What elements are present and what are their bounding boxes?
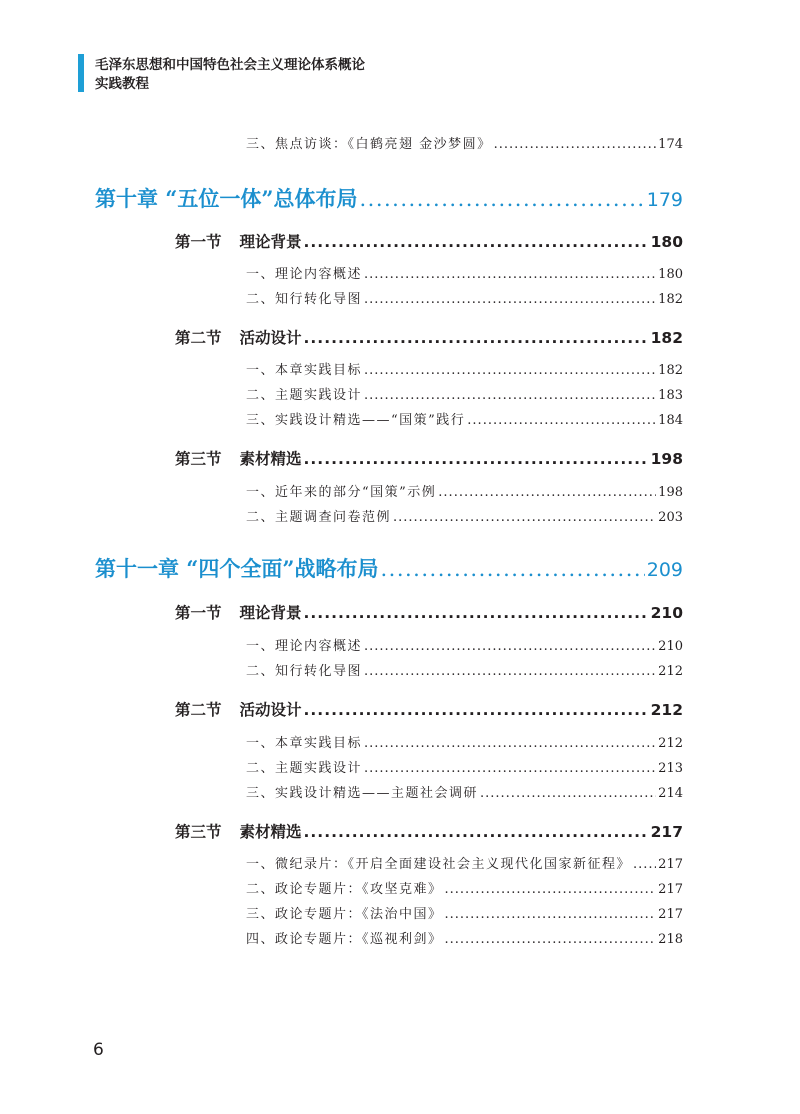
leader-dots <box>445 932 657 947</box>
leader-dots <box>364 639 656 654</box>
leader-dots <box>633 857 656 872</box>
leader-dots <box>364 292 656 307</box>
toc-entry-label: 一、理论内容概述 <box>246 267 363 282</box>
toc-entry-label: 二、主题实践设计 <box>246 388 363 403</box>
toc-entry-page: 217 <box>658 882 683 897</box>
toc-entry[interactable] <box>246 506 683 525</box>
header-accent-bar <box>78 54 84 92</box>
toc-entry[interactable] <box>246 782 683 801</box>
toc-chapter[interactable] <box>95 553 683 583</box>
leader-dots <box>304 604 649 622</box>
toc-entry[interactable] <box>246 133 683 152</box>
leader-dots <box>304 823 649 841</box>
toc-entry-page: 213 <box>658 761 683 776</box>
toc-entry-label: 二、知行转化导图 <box>246 292 363 307</box>
leader-dots <box>445 907 657 922</box>
toc-entry-page: 183 <box>658 388 683 403</box>
toc-entry-label: 二、知行转化导图 <box>246 664 363 679</box>
leader-dots <box>359 187 644 211</box>
toc-entry[interactable] <box>246 288 683 307</box>
leader-dots <box>364 736 656 751</box>
running-header <box>95 56 365 94</box>
leader-dots <box>445 882 657 897</box>
section-page: 212 <box>650 701 683 719</box>
toc-entry-page: 212 <box>658 664 683 679</box>
toc-section[interactable] <box>175 230 683 252</box>
toc-entry[interactable] <box>246 409 683 428</box>
book-title-line1: 毛泽东思想和中国特色社会主义理论体系概论 <box>95 57 365 73</box>
leader-dots <box>438 485 656 500</box>
toc-section[interactable] <box>175 447 683 469</box>
section-page: 217 <box>650 823 683 841</box>
toc-entry-label: 三、政论专题片：《法治中国》 <box>246 907 443 922</box>
toc-entry-label: 一、本章实践目标 <box>246 363 363 378</box>
section-page: 180 <box>650 233 683 251</box>
leader-dots <box>364 761 656 776</box>
leader-dots <box>467 413 656 428</box>
toc-entry-page: 184 <box>658 413 683 428</box>
toc-entry-label: 一、近年来的部分“国策”示例 <box>246 485 437 500</box>
chapter-page: 179 <box>646 189 683 211</box>
toc-chapter[interactable] <box>95 183 683 213</box>
toc-entry-label: 一、微纪录片：《开启全面建设社会主义现代化国家新征程》 <box>246 857 632 872</box>
leader-dots <box>480 786 656 801</box>
leader-dots <box>304 233 649 251</box>
toc-entry-page: 212 <box>658 736 683 751</box>
toc-section[interactable] <box>175 698 683 720</box>
toc-entry-page: 214 <box>658 786 683 801</box>
toc-section[interactable] <box>175 601 683 623</box>
toc-entry-label: 四、政论专题片：《巡视利剑》 <box>246 932 443 947</box>
toc-entry-page: 203 <box>658 510 683 525</box>
leader-dots <box>364 363 656 378</box>
toc-entry-label: 二、主题实践设计 <box>246 761 363 776</box>
toc-entry[interactable] <box>246 878 683 897</box>
toc-section[interactable] <box>175 820 683 842</box>
section-title: 理论背景 <box>239 604 302 622</box>
toc-entry-label: 二、主题调查问卷范例 <box>246 510 392 525</box>
section-page: 210 <box>650 604 683 622</box>
toc-entry-page: 210 <box>658 639 683 654</box>
leader-dots <box>364 267 656 282</box>
toc-entry-label: 一、理论内容概述 <box>246 639 363 654</box>
leader-dots <box>364 388 656 403</box>
toc-entry[interactable] <box>246 384 683 403</box>
leader-dots <box>304 450 649 468</box>
chapter-page: 209 <box>646 559 683 581</box>
toc-entry[interactable] <box>246 928 683 947</box>
leader-dots <box>304 701 649 719</box>
section-number: 第一节 <box>175 604 222 622</box>
leader-dots <box>494 137 657 152</box>
toc-entry-page: 218 <box>658 932 683 947</box>
leader-dots <box>380 557 644 581</box>
book-title-line2: 实践教程 <box>95 76 149 92</box>
toc-entry-page: 217 <box>658 907 683 922</box>
toc-entry-page: 198 <box>658 485 683 500</box>
toc-entry[interactable] <box>246 853 683 872</box>
section-title: 素材精选 <box>239 823 302 841</box>
toc-entry[interactable] <box>246 263 683 282</box>
section-title: 活动设计 <box>239 329 302 347</box>
section-number: 第二节 <box>175 329 222 347</box>
toc-entry-label: 三、焦点访谈：《白鹤亮翅 金沙梦圆》 <box>246 137 492 152</box>
chapter-title: 第十章 “五位一体”总体布局 <box>95 186 358 211</box>
section-title: 活动设计 <box>239 701 302 719</box>
section-page: 198 <box>650 450 683 468</box>
toc-entry-page: 180 <box>658 267 683 282</box>
toc-entry[interactable] <box>246 635 683 654</box>
toc-entry[interactable] <box>246 732 683 751</box>
section-page: 182 <box>650 329 683 347</box>
toc-entry[interactable] <box>246 660 683 679</box>
section-number: 第三节 <box>175 823 222 841</box>
section-number: 第二节 <box>175 701 222 719</box>
toc-entry[interactable] <box>246 903 683 922</box>
toc-section[interactable] <box>175 326 683 348</box>
leader-dots <box>304 329 649 347</box>
toc-entry-page: 174 <box>658 137 683 152</box>
toc-entry[interactable] <box>246 359 683 378</box>
section-number: 第三节 <box>175 450 222 468</box>
toc-entry-label: 三、实践设计精选——“国策”践行 <box>246 413 466 428</box>
leader-dots <box>393 510 656 525</box>
toc-entry-label: 一、本章实践目标 <box>246 736 363 751</box>
leader-dots <box>364 664 656 679</box>
page-number: 6 <box>93 1040 104 1060</box>
toc-entry-label: 三、实践设计精选——主题社会调研 <box>246 786 479 801</box>
section-title: 理论背景 <box>239 233 302 251</box>
toc-entry-page: 182 <box>658 292 683 307</box>
toc-entry[interactable] <box>246 757 683 776</box>
toc-entry-page: 182 <box>658 363 683 378</box>
chapter-title: 第十一章 “四个全面”战略布局 <box>95 556 379 581</box>
toc-entry-page: 217 <box>658 857 683 872</box>
section-number: 第一节 <box>175 233 222 251</box>
section-title: 素材精选 <box>239 450 302 468</box>
toc-entry[interactable] <box>246 481 683 500</box>
toc-entry-label: 二、政论专题片：《攻坚克难》 <box>246 882 443 897</box>
